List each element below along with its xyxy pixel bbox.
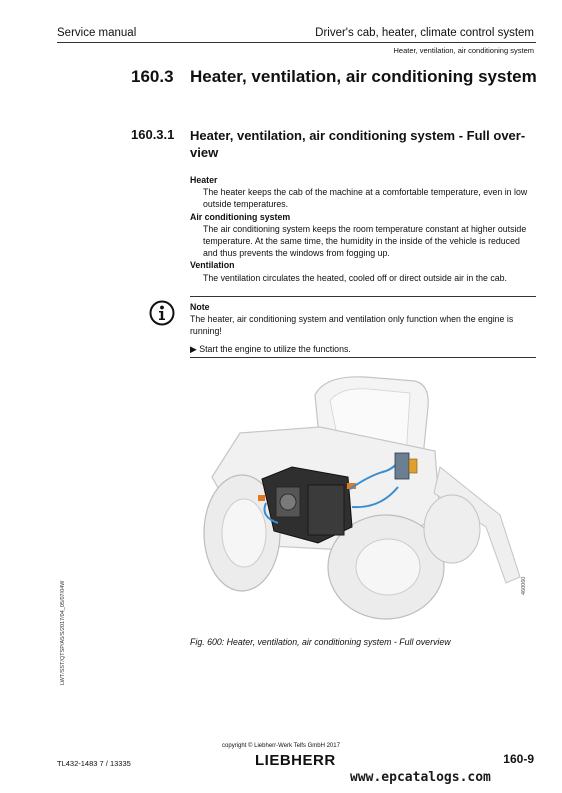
header-divider xyxy=(57,42,536,43)
definition-list xyxy=(190,174,535,284)
subsection-number: 160.3.1 xyxy=(131,127,175,142)
note-top-rule xyxy=(190,296,536,297)
side-document-code: LWT/SST/QTSP/A5/S/2017/04_05/07/04W xyxy=(60,580,66,685)
header-chapter-title: Driver's cab, heater, climate control system xyxy=(315,27,534,39)
header-section-subtitle: Heater, ventilation, air conditioning system xyxy=(393,46,534,55)
definition-desc-ventilation: The ventilation circulates the heated, cooled off or direct outside air in the cab. xyxy=(203,272,507,283)
note-step: ▶ Start the engine to utilize the functions. xyxy=(190,343,351,354)
figure-caption: Fig. 600: Heater, ventilation, air conditioning system - Full overview xyxy=(190,637,451,647)
site-watermark: www.epcatalogs.com xyxy=(350,770,491,785)
note-title: Note xyxy=(190,302,210,312)
section-number: 160.3 xyxy=(131,67,174,86)
figure-id: 460060 xyxy=(521,576,527,595)
machine-figure xyxy=(190,367,536,629)
footer-copyright: copyright © Liebherr-Werk Telfs GmbH 2017 xyxy=(222,743,340,749)
info-icon xyxy=(149,300,175,326)
definition-term-ventilation: Ventilation xyxy=(190,260,235,271)
liebherr-logo: LIEBHERR xyxy=(255,752,336,769)
section-title: Heater, ventilation, air conditioning system xyxy=(190,67,537,86)
header-manual-label: Service manual xyxy=(57,27,137,39)
definition-desc-heater: The heater keeps the cab of the machine at a comfortable temperature, even in low outside temperatures. xyxy=(203,187,528,210)
subsection-title: Heater, ventilation, air conditioning system - Full over-view xyxy=(190,128,526,160)
note-text: The heater, air conditioning system and ventilation only function when the engine is running! xyxy=(190,314,514,337)
definition-term-ac: Air conditioning system xyxy=(190,211,291,222)
page-number: 160-9 xyxy=(503,752,534,766)
note-block xyxy=(190,301,535,355)
note-bottom-rule xyxy=(190,357,536,358)
footer-doc-id: TL432-1483 7 / 13335 xyxy=(57,759,131,768)
definition-desc-ac: The air conditioning system keeps the room temperature constant at higher outside temperature. At the same time, the humidity in the inside of the vehicle is reduced and thus prevents the windows from fogging up. xyxy=(203,223,527,259)
definition-term-heater: Heater xyxy=(190,175,218,185)
